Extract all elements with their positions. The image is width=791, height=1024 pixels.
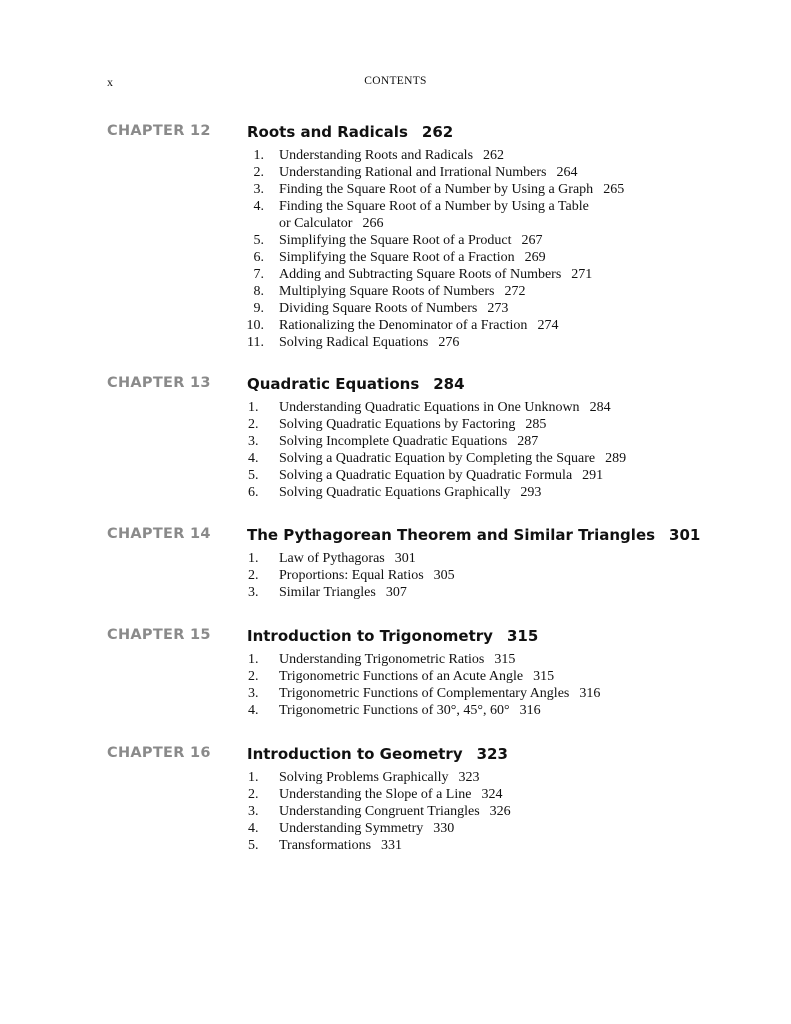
- topic-title: Simplifying the Square Root of a Fraction: [279, 250, 515, 265]
- topic-page-number: 289: [605, 451, 627, 466]
- topic-title: Transformations: [279, 838, 372, 853]
- topic-number: 1.: [248, 770, 259, 785]
- topic-title: Trigonometric Functions of 30°, 45°, 60°: [279, 703, 510, 718]
- topic-text-wrap: [279, 232, 543, 249]
- chapter-title-text: Roots and Radicals: [247, 123, 408, 141]
- topic-text-wrap: [279, 584, 407, 601]
- chapter-title-text: Quadratic Equations: [247, 375, 420, 393]
- topic-number: 8.: [253, 284, 264, 299]
- topic-number: 1.: [253, 148, 264, 163]
- topic-page-number: 316: [519, 703, 541, 718]
- topic-title: Dividing Square Roots of Numbers: [279, 301, 478, 316]
- topic-number: 2.: [248, 568, 259, 583]
- topic-text-wrap: [279, 283, 525, 300]
- chapter-title-text: Introduction to Geometry: [247, 745, 463, 763]
- chapter-label: CHAPTER 14: [107, 526, 211, 542]
- topic-text-wrap: [279, 416, 546, 433]
- topic-page-number: 324: [481, 787, 503, 802]
- chapter-label: CHAPTER 13: [107, 375, 211, 391]
- topic-text-wrap: [279, 786, 502, 803]
- topic-page-number: 315: [533, 669, 555, 684]
- topic-number: 5.: [248, 468, 259, 483]
- chapter-title[interactable]: [247, 123, 453, 141]
- topic-number: 4.: [248, 821, 259, 836]
- topic-number: 1.: [248, 400, 259, 415]
- topic-title: Solving a Quadratic Equation by Quadratic Formula: [279, 468, 573, 483]
- topic-title: Solving Radical Equations: [279, 335, 429, 350]
- chapter-page-number: 284: [433, 375, 465, 393]
- topic-page-number: 266: [362, 216, 384, 231]
- topic-text-wrap: [279, 484, 541, 501]
- topic-page-number: 285: [525, 417, 547, 432]
- topic-text-wrap: [279, 769, 480, 786]
- chapter-title-text: Introduction to Trigonometry: [247, 627, 493, 645]
- topic-number: 1.: [248, 652, 259, 667]
- topic-title: Finding the Square Root of a Number by Using a Graph: [279, 182, 594, 197]
- topic-title-line2: or Calculator: [279, 216, 353, 231]
- topic-page-number: 272: [504, 284, 526, 299]
- chapter-page-number: 301: [669, 526, 701, 544]
- topic-title: Solving a Quadratic Equation by Completing the Square: [279, 451, 596, 466]
- topic-title: Understanding Trigonometric Ratios: [279, 652, 485, 667]
- topic-page-number: 274: [537, 318, 559, 333]
- running-title: CONTENTS: [364, 75, 427, 87]
- topic-number: 11.: [247, 335, 264, 350]
- topic-text-wrap: [279, 181, 624, 198]
- topic-title: Trigonometric Functions of an Acute Angle: [279, 669, 524, 684]
- topic-number: 10.: [246, 318, 264, 333]
- topic-title: Trigonometric Functions of Complementary Angles: [279, 686, 570, 701]
- topic-number: 5.: [253, 233, 264, 248]
- chapter-title[interactable]: [247, 745, 508, 763]
- topic-page-number: 326: [489, 804, 511, 819]
- chapter-title-text: The Pythagorean Theorem and Similar Triangles: [247, 526, 656, 544]
- topic-text-wrap: [279, 820, 454, 837]
- topic-number: 3.: [253, 182, 264, 197]
- topic-page-number: 316: [579, 686, 601, 701]
- topic-text-wrap: [279, 266, 592, 283]
- topic-page-number: 287: [517, 434, 539, 449]
- topic-text-wrap: [279, 668, 554, 685]
- topic-text-wrap: [279, 399, 611, 416]
- topic-page-number: 307: [385, 585, 407, 600]
- topic-number: 3.: [248, 434, 259, 449]
- chapter-title[interactable]: [247, 526, 700, 544]
- topic-text-wrap: [279, 450, 626, 467]
- topic-text-wrap: [279, 164, 577, 181]
- topic-page-number: 265: [603, 182, 625, 197]
- topic-page-number: 301: [394, 551, 416, 566]
- topic-text-wrap: [279, 567, 455, 584]
- topic-title: Solving Quadratic Equations by Factoring: [279, 417, 516, 432]
- topic-text-wrap: [279, 300, 508, 317]
- topic-title: Understanding Roots and Radicals: [279, 148, 474, 163]
- topic-number: 4.: [253, 199, 264, 214]
- chapter-page-number: 315: [506, 627, 539, 645]
- topic-number: 5.: [248, 838, 259, 853]
- topic-number: 9.: [253, 301, 264, 316]
- topic-text-wrap: [279, 803, 511, 820]
- topic-page-number: 267: [521, 233, 543, 248]
- topic-text-wrap: [279, 685, 600, 702]
- topic-text-wrap: [279, 702, 541, 719]
- topic-number: 6.: [248, 485, 259, 500]
- topic-number: 2.: [248, 787, 259, 802]
- topic-number: 3.: [248, 804, 259, 819]
- topic-title: Understanding the Slope of a Line: [279, 787, 472, 802]
- running-head: [0, 75, 791, 91]
- topic-page-number: 271: [571, 267, 593, 282]
- topic-number: 3.: [248, 585, 259, 600]
- topic-page-number: 331: [381, 838, 403, 853]
- topic-text-wrap: [279, 433, 538, 450]
- topic-number: 3.: [248, 686, 259, 701]
- topic-title: Understanding Symmetry: [279, 821, 424, 836]
- topic-page-number: 305: [433, 568, 455, 583]
- topic-title: Solving Quadratic Equations Graphically: [279, 485, 511, 500]
- topic-number: 4.: [248, 451, 259, 466]
- topic-page-number: 330: [433, 821, 455, 836]
- topic-page-number: 315: [494, 652, 516, 667]
- topic-number: 2.: [248, 669, 259, 684]
- topic-title: Understanding Congruent Triangles: [279, 804, 480, 819]
- topic-title: Understanding Quadratic Equations in One Unknown: [279, 400, 580, 415]
- topic-text-wrap: [279, 334, 459, 351]
- topic-page-number: 264: [556, 165, 578, 180]
- chapter-label: CHAPTER 15: [107, 627, 211, 643]
- topic-text-wrap: [279, 317, 558, 334]
- topic-number: 7.: [253, 267, 264, 282]
- topic-title: Rationalizing the Denominator of a Fraction: [279, 318, 528, 333]
- chapter-title[interactable]: [247, 375, 465, 393]
- topic-title: Law of Pythagoras: [279, 551, 385, 566]
- topic-number: 4.: [248, 703, 259, 718]
- topic-text-wrap: [279, 467, 603, 484]
- topic-title: Solving Problems Graphically: [279, 770, 449, 785]
- topic-title: Similar Triangles: [279, 585, 376, 600]
- topic-text-wrap: [279, 147, 504, 164]
- topic-page-number: 269: [524, 250, 546, 265]
- topic-text-wrap: [279, 837, 402, 854]
- topic-title: Understanding Rational and Irrational Numbers: [279, 165, 547, 180]
- topic-page-number: 293: [520, 485, 542, 500]
- chapter-page-number: 323: [476, 745, 508, 763]
- topic-text-wrap: [279, 651, 515, 668]
- topic-title: Solving Incomplete Quadratic Equations: [279, 434, 508, 449]
- topic-number: 2.: [248, 417, 259, 432]
- chapter-label: CHAPTER 12: [107, 123, 211, 139]
- topic-title: Simplifying the Square Root of a Product: [279, 233, 512, 248]
- topic-title: Proportions: Equal Ratios: [279, 568, 424, 583]
- page-number: x: [107, 75, 113, 89]
- topic-number: 1.: [248, 551, 259, 566]
- topic-page-number: 323: [458, 770, 480, 785]
- topic-page-number: 273: [487, 301, 509, 316]
- topic-title: Multiplying Square Roots of Numbers: [279, 284, 495, 299]
- chapter-label: CHAPTER 16: [107, 745, 211, 761]
- topic-title-continued: [279, 215, 589, 232]
- topic-page-number: 276: [438, 335, 460, 350]
- topic-text-wrap: [279, 198, 589, 232]
- chapter-title[interactable]: [247, 627, 538, 645]
- topic-title: Finding the Square Root of a Number by Using a Table: [279, 199, 589, 214]
- topic-title: Adding and Subtracting Square Roots of Numbers: [279, 267, 562, 282]
- topic-page-number: 262: [483, 148, 505, 163]
- chapter-page-number: 262: [421, 123, 454, 141]
- topic-text-wrap: [279, 249, 546, 266]
- topic-number: 2.: [253, 165, 264, 180]
- topic-page-number: 284: [589, 400, 611, 415]
- topic-number: 6.: [253, 250, 264, 265]
- topic-page-number: 291: [582, 468, 604, 483]
- topic-text-wrap: [279, 550, 416, 567]
